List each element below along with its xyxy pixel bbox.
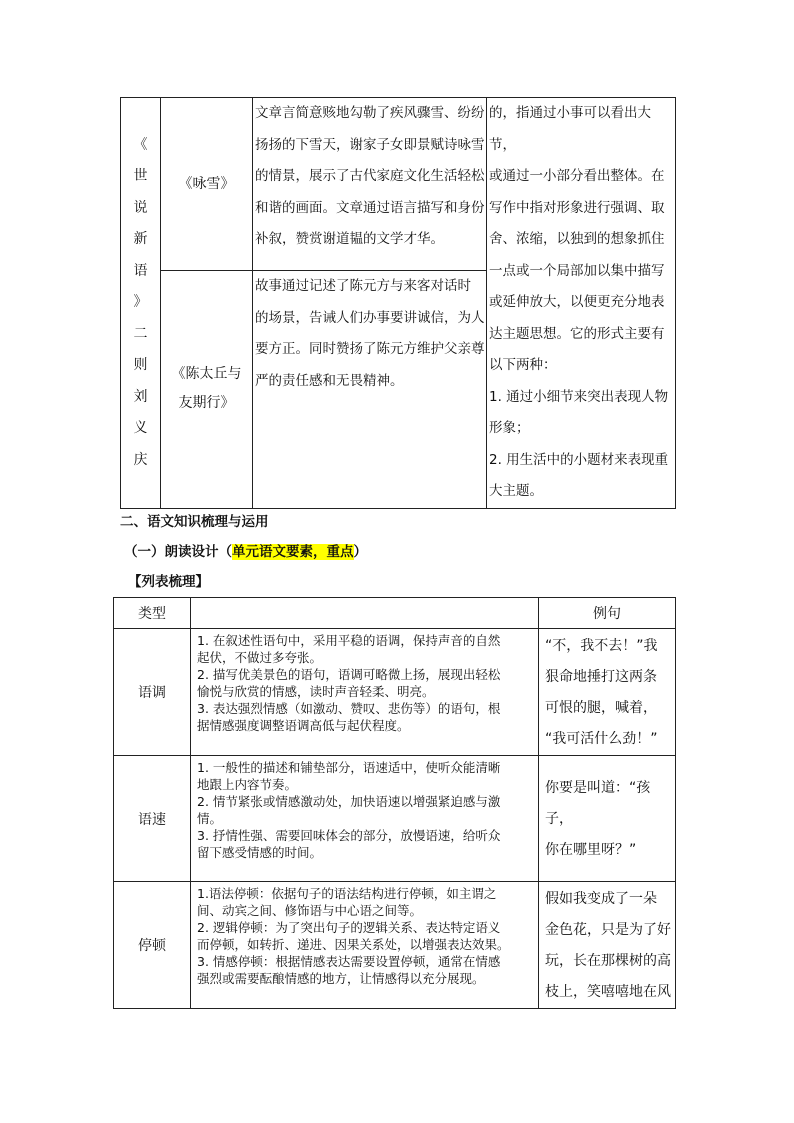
description-line: 愉悦与欣赏的情感，读时声音轻柔、明亮。 [197,684,435,699]
book-char: 《 [133,136,148,153]
example-line: 玩，长在那棵树的高 [545,953,671,969]
example-line: 金色花，只是为了好 [545,922,671,938]
text-title-line: 友期行》 [178,395,235,412]
table-row [114,756,676,882]
book-char: 世 [133,168,148,184]
description-line: 1. 在叙述性语句中，采用平稳的语调，保持声音的自然 [197,633,501,648]
concept-line: 舍、浓缩，以独到的想象抓住 [489,231,665,247]
table-row [114,882,676,1009]
table-row [114,629,676,756]
book-char: 庆 [133,451,148,468]
description-line: 强烈或需要酝酿情感的地方，让情感得以充分展现。 [197,971,485,986]
summary-line: 扬扬的下雪天，谢家子女即景赋诗咏雪 [255,136,485,153]
description-line: 2. 描写优美景色的语句，语调可略微上扬，展现出轻松 [197,667,501,682]
description-line: 3. 情感停顿：根据情感表达需要设置停顿，通常在情感 [197,954,501,969]
description-line: 2. 情节紧张或情感激动处，加快语速以增强紧迫感与激 [197,794,501,809]
book-char: 》 [133,294,148,310]
description-line: 3. 抒情性强、需要回味体会的部分，放慢语速，给听众 [197,828,501,843]
concept-line: 写作中指对形象进行强调、取 [489,199,665,216]
description-line: 情。 [197,811,223,826]
book-char: 语 [133,262,148,279]
concept-line: 的，指通过小事可以看出大节， [489,105,651,153]
example-line: 你在哪里呀？” [545,842,637,858]
description-line: 而停顿，如转折、递进、因果关系处，以增强表达效果。 [197,937,510,952]
highlighted-note: 单元语文要素，重点 [232,544,354,560]
header-type: 类型 [114,598,191,629]
book-char: 说 [133,199,148,216]
book-char: 新 [133,231,148,247]
concept-line: 大主题。 [489,483,543,499]
text-title-cell [161,98,253,271]
type-cell: 语速 [114,756,191,882]
type-cell: 停顿 [114,882,191,1009]
summary-line: 补叙，赞赏谢道韫的文学才华。 [255,231,444,247]
reading-design-table [113,597,676,1009]
example-line: 狠命地捶打这两条 [545,669,657,685]
example-line: 枝上，笑嘻嘻地在风 [545,984,671,1000]
book-title-vertical [121,130,160,477]
summary-line: 和谐的画面。文章通过语言描写和身份 [255,199,485,216]
concept-line: 2. 用生活中的小题材来表现重 [489,451,669,468]
example-line: 可恨的腿，喊着， [545,700,657,716]
text-summary-table [120,97,676,509]
example-line: 假如我变成了一朵 [545,891,657,907]
table-header-row [114,598,676,629]
summary-line: 要方正。同时赞扬了陈元方维护父亲尊 [255,341,485,358]
example-cell [539,629,676,756]
book-char: 二 [133,325,148,342]
description-cell [191,629,539,756]
example-line: 你要是叫道：“孩子， [545,780,651,827]
description-line: 据情感强度调整语调高低与起伏程度。 [197,718,410,733]
description-line: 1. 一般性的描述和铺垫部分，语速适中，使听众能清晰 [197,760,501,775]
subsection-prefix: （一）朗读设计（ [124,544,232,560]
summary-line: 文章言简意赅地勾勒了疾风骤雪、纷纷 [255,105,485,121]
description-line: 2. 逻辑停顿：为了突出句子的逻辑关系、表达特定语义 [197,920,501,935]
description-line: 1.语法停顿：依据句子的语法结构进行停顿，如主谓之 [197,886,497,901]
header-content [191,598,539,629]
summary-line: 严的责任感和无畏精神。 [255,372,404,389]
section-heading: 二、语文知识梳理与运用 [120,514,269,530]
description-line: 间、动宾之间、修饰语与中心语之间等。 [197,903,423,918]
type-cell: 语调 [114,629,191,756]
text-title-cell [161,271,253,508]
example-cell [539,756,676,882]
example-line: “我可活什么劲！” [545,731,658,747]
concept-line: 以下两种： [489,357,557,373]
example-cell [539,882,676,1009]
description-line: 地跟上内容节奏。 [197,777,298,792]
book-title-cell [121,98,161,509]
description-line: 留下感受情感的时间。 [197,845,323,860]
text-summary-cell [253,271,487,508]
header-example: 例句 [539,598,676,629]
writing-technique-cell [487,98,676,509]
text-title-line: 《陈太丘与 [171,366,242,383]
text-title: 《咏雪》 [178,175,235,192]
book-char: 则 [133,357,148,373]
concept-line: 形象； [489,420,530,436]
description-line: 3. 表达强烈情感（如激动、赞叹、悲伤等）的语句，根 [197,701,501,716]
concept-line: 一点或一个局部加以集中描写 [489,262,665,279]
summary-line: 的情景，展示了古代家庭文化生活轻松 [255,168,485,184]
subsection-suffix: ） [353,544,367,560]
example-line: “不，我不去！”我 [545,638,658,654]
book-char: 刘 [133,388,148,405]
book-char: 义 [133,420,148,436]
description-cell [191,756,539,882]
summary-line: 的场景，告诫人们办事要讲诚信，为人 [255,309,485,326]
list-heading: 【列表梳理】 [128,574,209,590]
summary-line: 故事通过记述了陈元方与来客对话时 [255,278,471,295]
concept-line: 或通过一小部分看出整体。在 [489,168,665,184]
concept-line: 1. 通过小细节来突出表现人物 [489,388,669,405]
description-cell [191,882,539,1009]
description-line: 起伏，不做过多夸张。 [197,650,323,665]
concept-line: 或延伸放大，以便更充分地表 [489,294,665,310]
text-summary-cell [253,98,487,271]
subsection-heading [124,540,367,560]
concept-line: 达主题思想。它的形式主要有 [489,325,665,342]
